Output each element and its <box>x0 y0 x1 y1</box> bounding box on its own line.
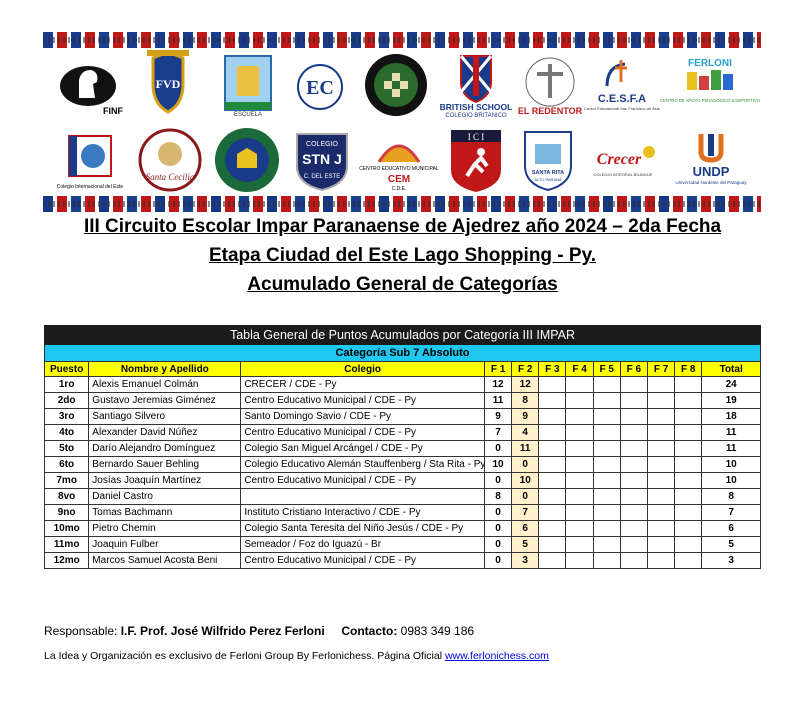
svg-text:C.D.E.: C.D.E. <box>391 186 407 192</box>
cell-puesto: 5to <box>45 441 89 457</box>
cell-f5 <box>593 377 620 393</box>
crecer-bilingue-logo <box>583 126 663 194</box>
col-f1: F 1 <box>484 362 511 377</box>
svg-text:Centro Educacional San Francis: Centro Educacional San Francisco de Asís <box>584 106 660 111</box>
cell-f5 <box>593 425 620 441</box>
cell-f8 <box>675 489 702 505</box>
cell-total: 7 <box>702 505 761 521</box>
svg-text:Universidad Nordeste del Parag: Universidad Nordeste del Paraguay <box>675 180 747 185</box>
svg-text:CENTRO DE APOYO PEDAGÓGICO & D: CENTRO DE APOYO PEDAGÓGICO & DEPORTIVO <box>660 98 760 103</box>
cell-f1: 9 <box>484 409 511 425</box>
cell-f5 <box>593 457 620 473</box>
cell-f7 <box>647 521 674 537</box>
col-f6: F 6 <box>620 362 647 377</box>
svg-text:I C I: I C I <box>467 132 485 142</box>
contact-label: Contacto: <box>341 624 398 638</box>
cell-f6 <box>620 441 647 457</box>
cell-f8 <box>675 553 702 569</box>
svg-text:STN J: STN J <box>302 151 342 167</box>
table-row <box>45 457 761 473</box>
cell-f5 <box>593 489 620 505</box>
cell-puesto: 2do <box>45 393 89 409</box>
cell-f7 <box>647 409 674 425</box>
table-row <box>45 441 761 457</box>
svg-text:UNDP: UNDP <box>692 164 730 179</box>
cell-total: 5 <box>702 537 761 553</box>
cell-total: 8 <box>702 489 761 505</box>
ici-logo <box>445 126 507 194</box>
svg-text:CEM: CEM <box>387 174 411 185</box>
website-link[interactable]: www.ferlonichess.com <box>444 650 549 662</box>
cell-f7 <box>647 425 674 441</box>
santa-cecilia-logo <box>137 126 203 194</box>
cell-f2: 3 <box>512 553 539 569</box>
cell-f5 <box>593 505 620 521</box>
cell-f6 <box>620 457 647 473</box>
ferloni-logo <box>660 52 760 118</box>
cell-nombre: Alexander David Núñez <box>89 425 241 441</box>
table-row <box>45 425 761 441</box>
cell-nombre: Gustavo Jeremias Giménez <box>89 393 241 409</box>
flag-border-top <box>43 32 761 48</box>
cell-f3 <box>539 409 566 425</box>
svg-text:COLEGIO INTEGRAL BILINGÜE: COLEGIO INTEGRAL BILINGÜE <box>593 172 653 177</box>
cell-f5 <box>593 553 620 569</box>
colegio-crecer-logo <box>213 126 281 194</box>
table-row <box>45 473 761 489</box>
cell-f5 <box>593 521 620 537</box>
svg-text:EL REDENTOR: EL REDENTOR <box>517 106 583 116</box>
cell-f5 <box>593 393 620 409</box>
cell-f3 <box>539 537 566 553</box>
cell-total: 11 <box>702 425 761 441</box>
column-header-row <box>45 362 761 377</box>
cell-f4 <box>566 457 593 473</box>
cell-f6 <box>620 505 647 521</box>
contact-phone: 0983 349 186 <box>397 624 475 638</box>
standings-table <box>44 325 761 569</box>
cell-f4 <box>566 505 593 521</box>
table-row <box>45 553 761 569</box>
cell-nombre: Bernardo Sauer Behling <box>89 457 241 473</box>
cell-f6 <box>620 425 647 441</box>
svg-text:BRITISH SCHOOL: BRITISH SCHOOL <box>439 102 513 112</box>
cell-f8 <box>675 393 702 409</box>
cell-f4 <box>566 553 593 569</box>
cell-f1: 7 <box>484 425 511 441</box>
organization-text: La Idea y Organización es exclusivo de Ferloni Group By Ferlonichess. Página Oficial <box>44 650 445 662</box>
svg-text:FERLONI: FERLONI <box>688 58 732 69</box>
svg-text:Crecer: Crecer <box>596 151 642 168</box>
finf-logo <box>57 58 123 120</box>
cell-f4 <box>566 489 593 505</box>
col-total: Total <box>702 362 761 377</box>
cell-f3 <box>539 441 566 457</box>
cell-f8 <box>675 409 702 425</box>
cell-f6 <box>620 553 647 569</box>
undp-logo <box>671 126 751 194</box>
cell-total: 11 <box>702 441 761 457</box>
cell-nombre: Joaquin Fulber <box>89 537 241 553</box>
svg-text:CENTRO EDUCATIVO MUNICIPAL: CENTRO EDUCATIVO MUNICIPAL <box>359 166 439 172</box>
cell-colegio: Colegio Santa Teresita del Niño Jesús / CDE - Py <box>241 521 485 537</box>
cell-f7 <box>647 457 674 473</box>
cell-f4 <box>566 377 593 393</box>
cell-f8 <box>675 473 702 489</box>
subtitle-stage: Etapa Ciudad del Este Lago Shopping - Py. <box>208 245 597 266</box>
cell-f4 <box>566 409 593 425</box>
svg-text:COLEGIO: COLEGIO <box>306 141 338 148</box>
cell-f2: 9 <box>512 409 539 425</box>
cell-f2: 12 <box>512 377 539 393</box>
cell-f2: 7 <box>512 505 539 521</box>
cell-f3 <box>539 553 566 569</box>
fvd-logo <box>137 52 199 114</box>
svg-text:Colegio Internacional del Este: Colegio Internacional del Este <box>56 184 124 190</box>
cell-puesto: 7mo <box>45 473 89 489</box>
cell-f3 <box>539 473 566 489</box>
cell-f8 <box>675 441 702 457</box>
table-row <box>45 521 761 537</box>
cell-nombre: Marcos Samuel Acosta Beni <box>89 553 241 569</box>
cell-f2: 6 <box>512 521 539 537</box>
cell-f6 <box>620 377 647 393</box>
svg-text:Santa Cecilia: Santa Cecilia <box>145 172 195 182</box>
cell-colegio: Santo Domingo Savio / CDE - Py <box>241 409 485 425</box>
cell-f8 <box>675 505 702 521</box>
logos-grid <box>49 50 760 194</box>
logo-banner <box>43 32 761 212</box>
cell-nombre: Daniel Castro <box>89 489 241 505</box>
cell-nombre: Alexis Emanuel Colmán <box>89 377 241 393</box>
cell-f6 <box>620 409 647 425</box>
cell-f4 <box>566 521 593 537</box>
cell-f1: 0 <box>484 441 511 457</box>
stnj-logo <box>289 126 355 194</box>
cell-total: 18 <box>702 409 761 425</box>
cell-colegio: Centro Educativo Municipal / CDE - Py <box>241 473 485 489</box>
table-row <box>45 377 761 393</box>
cell-f3 <box>539 377 566 393</box>
cell-f2: 10 <box>512 473 539 489</box>
cem-logo <box>361 126 437 194</box>
cell-f1: 0 <box>484 553 511 569</box>
svg-text:EC: EC <box>306 77 334 99</box>
subtitle-accumulated: Acumulado General de Categorías <box>247 274 558 295</box>
cell-f7 <box>647 553 674 569</box>
cell-colegio: CRECER / CDE - Py <box>241 377 485 393</box>
cell-f7 <box>647 473 674 489</box>
cell-f3 <box>539 489 566 505</box>
col-f3: F 3 <box>539 362 566 377</box>
cell-f5 <box>593 473 620 489</box>
cell-total: 10 <box>702 473 761 489</box>
escuela-concepcion-logo <box>289 56 351 118</box>
cell-colegio <box>241 489 485 505</box>
cell-f6 <box>620 537 647 553</box>
table-row <box>45 409 761 425</box>
flag-border-bottom <box>43 196 761 212</box>
svg-text:SANTA RITA: SANTA RITA <box>531 170 565 176</box>
svg-text:C. DEL ESTE: C. DEL ESTE <box>303 174 341 180</box>
cell-f5 <box>593 537 620 553</box>
cell-f8 <box>675 377 702 393</box>
main-title: III Circuito Escolar Impar Paranaense de Ajedrez año 2024 – 2da Fecha <box>83 216 722 237</box>
svg-text:C.E.S.F.A: C.E.S.F.A <box>597 93 647 105</box>
cell-colegio: Colegio Educativo Alemán Stauffenberg / Sta Rita - Py <box>241 457 485 473</box>
cell-f3 <box>539 521 566 537</box>
svg-text:ALTO PARANÁ: ALTO PARANÁ <box>534 177 562 182</box>
col-f5: F 5 <box>593 362 620 377</box>
responsible-line <box>44 624 474 638</box>
cell-f8 <box>675 537 702 553</box>
cell-colegio: Centro Educativo Municipal / CDE - Py <box>241 553 485 569</box>
cell-nombre: Darío Alejandro Domínguez <box>89 441 241 457</box>
cell-f3 <box>539 505 566 521</box>
col-puesto: Puesto <box>45 362 89 377</box>
svg-text:FINF: FINF <box>103 106 123 116</box>
table-row <box>45 489 761 505</box>
svg-text:COLEGIO BRITANICO: COLEGIO BRITANICO <box>445 113 507 119</box>
svg-text:ESCUELA: ESCUELA <box>233 112 263 118</box>
cell-colegio: Colegio San Miguel Arcángel / CDE - Py <box>241 441 485 457</box>
responsible-name: I.F. Prof. José Wilfrido Perez Ferloni <box>120 624 325 638</box>
cell-f7 <box>647 489 674 505</box>
cell-colegio: Instituto Cristiano Interactivo / CDE - Py <box>241 505 485 521</box>
cell-f6 <box>620 489 647 505</box>
cell-puesto: 11mo <box>45 537 89 553</box>
santa-rita-logo <box>517 126 579 194</box>
col-f8: F 8 <box>675 362 702 377</box>
el-redentor-logo <box>517 52 583 120</box>
cell-puesto: 4to <box>45 425 89 441</box>
club-ferlonichess-logo <box>365 54 427 116</box>
category-band: Categoría Sub 7 Absoluto <box>45 345 761 362</box>
escuela-shield-logo <box>217 54 279 116</box>
cell-f2: 0 <box>512 489 539 505</box>
cell-f4 <box>566 441 593 457</box>
cell-f1: 8 <box>484 489 511 505</box>
cell-f1: 11 <box>484 393 511 409</box>
cell-nombre: Pietro Chemin <box>89 521 241 537</box>
cell-puesto: 9no <box>45 505 89 521</box>
cie-logo <box>57 126 123 194</box>
cell-f7 <box>647 377 674 393</box>
cell-f4 <box>566 393 593 409</box>
cell-f4 <box>566 537 593 553</box>
table-body <box>45 377 761 569</box>
cell-f1: 0 <box>484 505 511 521</box>
cell-colegio: Centro Educativo Municipal / CDE - Py <box>241 393 485 409</box>
cell-nombre: Santiago Silvero <box>89 409 241 425</box>
cell-nombre: Tomas Bachmann <box>89 505 241 521</box>
cell-f4 <box>566 473 593 489</box>
cell-puesto: 8vo <box>45 489 89 505</box>
cell-f1: 0 <box>484 521 511 537</box>
cell-f3 <box>539 425 566 441</box>
cell-f1: 10 <box>484 457 511 473</box>
cell-f8 <box>675 425 702 441</box>
cell-puesto: 3ro <box>45 409 89 425</box>
cell-puesto: 12mo <box>45 553 89 569</box>
cell-total: 19 <box>702 393 761 409</box>
cell-f7 <box>647 537 674 553</box>
col-nombre: Nombre y Apellido <box>89 362 241 377</box>
cell-colegio: Centro Educativo Municipal / CDE - Py <box>241 425 485 441</box>
col-f7: F 7 <box>647 362 674 377</box>
cell-nombre: Josías Joaquín Martínez <box>89 473 241 489</box>
cell-puesto: 10mo <box>45 521 89 537</box>
organization-line <box>44 650 549 662</box>
cell-f3 <box>539 457 566 473</box>
cell-f2: 5 <box>512 537 539 553</box>
cell-f2: 11 <box>512 441 539 457</box>
cell-f7 <box>647 505 674 521</box>
cell-f1: 12 <box>484 377 511 393</box>
cell-f6 <box>620 521 647 537</box>
cell-colegio: Semeador / Foz do Iguazú - Br <box>241 537 485 553</box>
cell-total: 10 <box>702 457 761 473</box>
table-caption: Tabla General de Puntos Acumulados por Categoría III IMPAR <box>45 326 761 345</box>
cell-f2: 0 <box>512 457 539 473</box>
cell-f2: 8 <box>512 393 539 409</box>
cell-f8 <box>675 457 702 473</box>
cell-total: 24 <box>702 377 761 393</box>
cell-total: 6 <box>702 521 761 537</box>
cesfa-logo <box>584 54 660 116</box>
svg-text:FVD: FVD <box>155 77 181 91</box>
cell-puesto: 1ro <box>45 377 89 393</box>
col-f2: F 2 <box>512 362 539 377</box>
cell-f8 <box>675 521 702 537</box>
cell-f5 <box>593 409 620 425</box>
cell-f7 <box>647 441 674 457</box>
british-school-logo <box>437 54 515 119</box>
cell-f7 <box>647 393 674 409</box>
cell-f6 <box>620 393 647 409</box>
cell-f3 <box>539 393 566 409</box>
cell-f4 <box>566 425 593 441</box>
table-row <box>45 505 761 521</box>
cell-total: 3 <box>702 553 761 569</box>
col-colegio: Colegio <box>241 362 485 377</box>
cell-f5 <box>593 441 620 457</box>
responsible-label: Responsable: <box>44 624 121 638</box>
cell-f1: 0 <box>484 537 511 553</box>
col-f4: F 4 <box>566 362 593 377</box>
cell-f2: 4 <box>512 425 539 441</box>
cell-f6 <box>620 473 647 489</box>
cell-f1: 0 <box>484 473 511 489</box>
cell-puesto: 6to <box>45 457 89 473</box>
table-row <box>45 537 761 553</box>
table-row <box>45 393 761 409</box>
